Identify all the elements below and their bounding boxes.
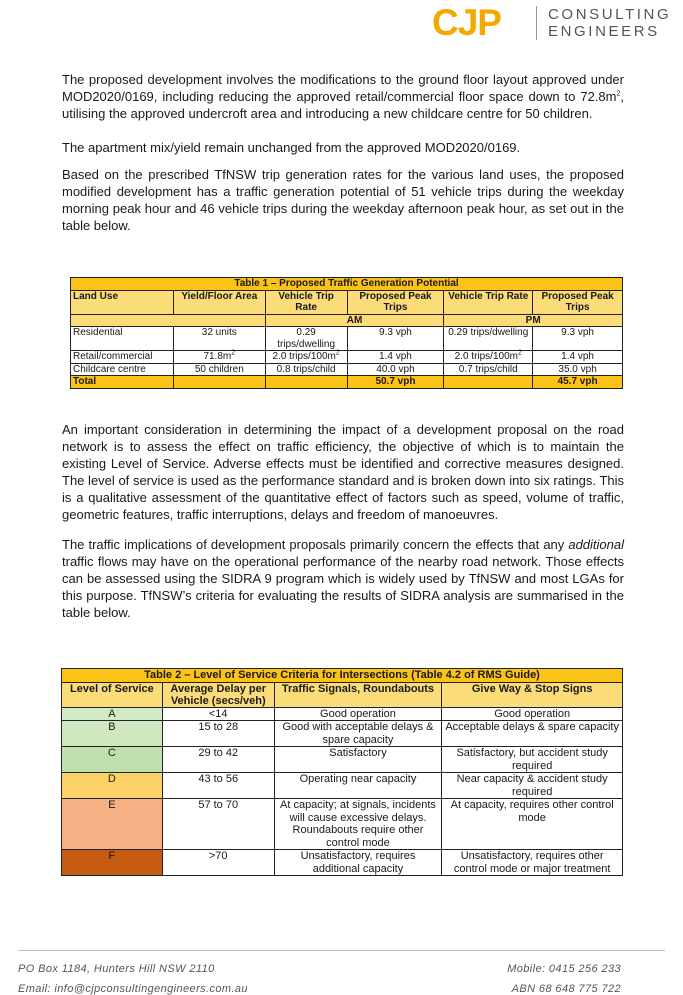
table-row	[62, 707, 623, 721]
logo-text	[548, 6, 671, 40]
table-cell: 35.0 vph	[533, 363, 623, 376]
table-row	[71, 327, 623, 351]
table2-header: Give Way & Stop Signs	[442, 682, 623, 707]
table-cell: 32 units	[173, 327, 265, 351]
table-cell: 50 children	[173, 363, 265, 376]
paragraph-4: An important consideration in determining the impact of a development proposal on the road network is to assess the effect on traffic efficiency, the objective of which is to maintain the existing Level of Service. Adverse effects must be identified and corrective measures designed. The level of service is used as the performance standard and is broken down into six ratings. This is a qualitative assessment of the quantitative effect of factors such as speed, volume of traffic, geometric features, traffic interruptions, delays and freedom of manoeuvres.	[62, 422, 624, 522]
table-cell: Satisfactory	[274, 747, 442, 773]
footer-divider	[18, 950, 665, 951]
table2-title: Table 2 – Level of Service Criteria for Intersections (Table 4.2 of RMS Guide)	[62, 669, 623, 683]
logo-mark: CJP	[432, 2, 501, 43]
table-cell: Retail/commercial	[71, 351, 174, 364]
table1-header: Proposed Peak Trips	[347, 290, 444, 314]
table-cell: Residential	[71, 327, 174, 351]
table-cell: At capacity, requires other control mode	[442, 799, 623, 850]
total-am: 50.7 vph	[347, 376, 444, 389]
table-row	[62, 850, 623, 876]
traffic-generation-table	[70, 277, 623, 389]
table-cell: 9.3 vph	[347, 327, 444, 351]
table1-am-label: AM	[265, 314, 444, 327]
table1-pm-label: PM	[444, 314, 623, 327]
table-cell: 15 to 28	[162, 721, 274, 747]
table-cell: 0.8 trips/child	[265, 363, 347, 376]
table-total-row	[71, 376, 623, 389]
table2-header: Level of Service	[62, 682, 163, 707]
logo-line-2: ENGINEERS	[548, 23, 660, 40]
paragraph-2: The apartment mix/yield remain unchanged from the approved MOD2020/0169.	[62, 140, 521, 155]
table1-header: Vehicle Trip Rate	[265, 290, 347, 314]
table-cell: 1.4 vph	[347, 351, 444, 364]
los-rating: D	[62, 773, 163, 799]
table-row	[71, 351, 623, 364]
table-cell: $71.8m^2$	[173, 351, 265, 364]
table-cell: Near capacity & accident study required	[442, 773, 623, 799]
footer-abn: ABN 68 648 775 722	[511, 983, 621, 995]
table-cell: Acceptable delays & spare capacity	[442, 721, 623, 747]
los-rating: C	[62, 747, 163, 773]
paragraph-1: The proposed development involves the modifications to the ground floor layout approved under MOD2020/0169, including reducing the approved retail/commercial floor space down to $72.8m^2$, utilising the approved undercroft area and introducing a new childcare centre for 50 children.	[62, 72, 624, 121]
table-row	[62, 773, 623, 799]
emphasis-text: additional	[568, 537, 624, 552]
table-cell: 0.29 trips/dwelling	[265, 327, 347, 351]
table-row	[62, 747, 623, 773]
table-cell: Good operation	[442, 707, 623, 721]
table-cell: Childcare centre	[71, 363, 174, 376]
table1-header: Proposed Peak Trips	[533, 290, 623, 314]
table1-title: Table 1 – Proposed Traffic Generation Potential	[71, 278, 623, 291]
total-pm: 45.7 vph	[533, 376, 623, 389]
table2-header: Traffic Signals, Roundabouts	[274, 682, 442, 707]
table-cell: Satisfactory, but accident study required	[442, 747, 623, 773]
table1-header: Yield/Floor Area	[173, 290, 265, 314]
footer-email[interactable]: Email: info@cjpconsultingengineers.com.au	[18, 983, 248, 995]
table-cell: 29 to 42	[162, 747, 274, 773]
level-of-service-table	[61, 668, 623, 876]
table-row	[71, 363, 623, 376]
table-row	[62, 799, 623, 850]
roundabouts-note: Roundabouts require other control mode	[292, 824, 424, 849]
los-rating: B	[62, 721, 163, 747]
table-cell: <14	[162, 707, 274, 721]
paragraph-5: The traffic implications of development proposals primarily concern the effects that any additional traffic flows may have on the operational performance of the nearby road network. Those effects can be assessed using the SIDRA 9 program which is widely used by TfNSW and most LGAs for this purpose. TfNSW’s criteria for evaluating the results of SIDRA analysis are summarised in the table below.	[62, 537, 624, 620]
table-cell: 0.29 trips/dwelling	[444, 327, 533, 351]
table-cell: Unsatisfactory, requires other control mode or major treatment	[442, 850, 623, 876]
table-cell: Unsatisfactory, requires additional capacity	[274, 850, 442, 876]
footer-mobile: Mobile: 0415 256 233	[507, 963, 621, 975]
table-cell: 0.7 trips/child	[444, 363, 533, 376]
logo-line-1: CONSULTING	[548, 6, 672, 23]
table-cell: Operating near capacity	[274, 773, 442, 799]
table-cell: Good operation	[274, 707, 442, 721]
table-cell: Good with acceptable delays & spare capacity	[274, 721, 442, 747]
table-cell: 43 to 56	[162, 773, 274, 799]
los-rating: E	[62, 799, 163, 850]
table-cell: At capacity; at signals, incidents will cause excessive delays. Roundabouts require other control mode	[274, 799, 442, 850]
table-cell: 57 to 70	[162, 799, 274, 850]
logo-divider	[536, 6, 537, 40]
table-cell: >70	[162, 850, 274, 876]
table-cell: 1.4 vph	[533, 351, 623, 364]
table-cell: 2.0 trips/$100m^2$	[265, 351, 347, 364]
paragraph-3: Based on the prescribed TfNSW trip generation rates for the various land uses, the proposed modified development has a traffic generation potential of 51 vehicle trips during the weekday morning peak hour and 46 vehicle trips during the weekday afternoon peak hour, as set out in the table below.	[62, 167, 624, 233]
table2-header: Average Delay per Vehicle (secs/veh)	[162, 682, 274, 707]
table-cell: 40.0 vph	[347, 363, 444, 376]
footer-address: PO Box 1184, Hunters Hill NSW 2110	[18, 963, 215, 975]
total-label: Total	[71, 376, 174, 389]
los-rating: F	[62, 850, 163, 876]
company-logo	[432, 2, 672, 43]
table-cell: 2.0 trips/$100m^2$	[444, 351, 533, 364]
table-cell: 9.3 vph	[533, 327, 623, 351]
table1-header: Vehicle Trip Rate	[444, 290, 533, 314]
table-row	[62, 721, 623, 747]
los-rating: A	[62, 707, 163, 721]
table1-header: Land Use	[71, 290, 174, 314]
